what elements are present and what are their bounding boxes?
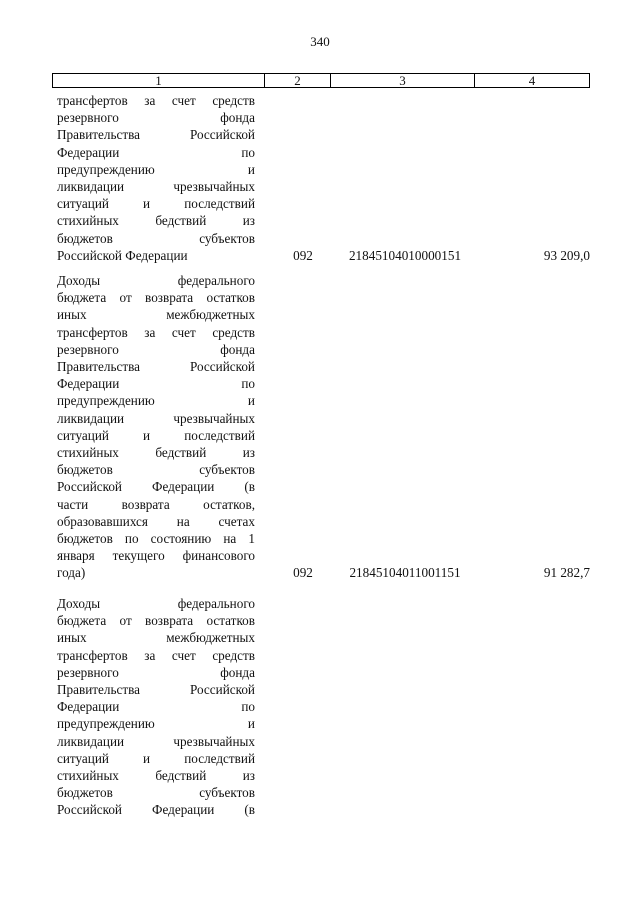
description-line: Российской Федерации (в: [57, 802, 255, 818]
description-line: ситуаций и последствий: [57, 750, 255, 766]
table-row: [57, 595, 590, 819]
description-line: трансфертов за счет средств: [57, 647, 255, 663]
budget-classification-code: 21845104010000151: [348, 247, 462, 263]
description-line: ликвидации чрезвычайных: [57, 410, 255, 426]
row-description: [57, 92, 255, 264]
description-line: Правительства Российской: [57, 359, 255, 375]
admin-code: 092: [293, 247, 313, 263]
description-line: резервного фонда: [57, 341, 255, 357]
description-line: января текущего финансового: [57, 548, 255, 564]
header-col-4: 4: [528, 73, 536, 88]
description-line: бюджетов субъектов: [57, 230, 255, 246]
description-line: Федерации по: [57, 699, 255, 715]
description-line: иных межбюджетных: [57, 307, 255, 323]
table-header: [52, 73, 590, 88]
description-line: ситуаций и последствий: [57, 427, 255, 443]
description-line: предупреждению и: [57, 716, 255, 732]
description-line: Федерации по: [57, 144, 255, 160]
description-line: Российской Федерации (в: [57, 479, 255, 495]
description-line: Правительства Российской: [57, 682, 255, 698]
description-line: трансфертов за счет средств: [57, 93, 255, 108]
description-line: ликвидации чрезвычайных: [57, 179, 255, 195]
amount: 93 209,0: [543, 247, 590, 263]
description-line: ситуаций и последствий: [57, 196, 255, 212]
header-col-1: 1: [53, 74, 265, 87]
description-line: бюджетов по состоянию на 1: [57, 531, 255, 547]
description-line: бюджетов субъектов: [57, 785, 255, 801]
table-row: [57, 92, 590, 264]
description-line: ликвидации чрезвычайных: [57, 733, 255, 749]
description-line: резервного фонда: [57, 664, 255, 680]
description-line: части возврата остатков,: [57, 496, 255, 512]
description-line: Федерации по: [57, 376, 255, 392]
row-description: [57, 595, 255, 819]
description-line: образовавшихся на счетах: [57, 513, 255, 529]
description-line: предупреждению и: [57, 393, 255, 409]
description-line: бюджета от возврата остатков: [57, 290, 255, 306]
description-line: стихийных бедствий из: [57, 213, 255, 229]
description-line: Доходы федерального: [57, 273, 255, 288]
header-col-3: 3: [331, 74, 475, 87]
description-line: бюджетов субъектов: [57, 462, 255, 478]
amount: 91 282,7: [543, 565, 590, 581]
budget-classification-code: 21845104011001151: [349, 565, 461, 581]
description-line: трансфертов за счет средств: [57, 324, 255, 340]
description-line: Российской Федерации: [57, 247, 188, 263]
description-line: Правительства Российской: [57, 127, 255, 143]
description-line: резервного фонда: [57, 110, 255, 126]
description-line: иных межбюджетных: [57, 630, 255, 646]
description-line: бюджета от возврата остатков: [57, 613, 255, 629]
admin-code: 092: [293, 565, 313, 581]
description-line: предупреждению и: [57, 161, 255, 177]
description-line: стихийных бедствий из: [57, 445, 255, 461]
row-description: [57, 272, 255, 582]
table-row: [57, 272, 590, 582]
page-number: 340: [310, 34, 330, 49]
description-line: Доходы федерального: [57, 596, 255, 611]
header-col-2: 2: [265, 74, 331, 87]
description-line: стихийных бедствий из: [57, 768, 255, 784]
description-line: года): [57, 565, 86, 581]
